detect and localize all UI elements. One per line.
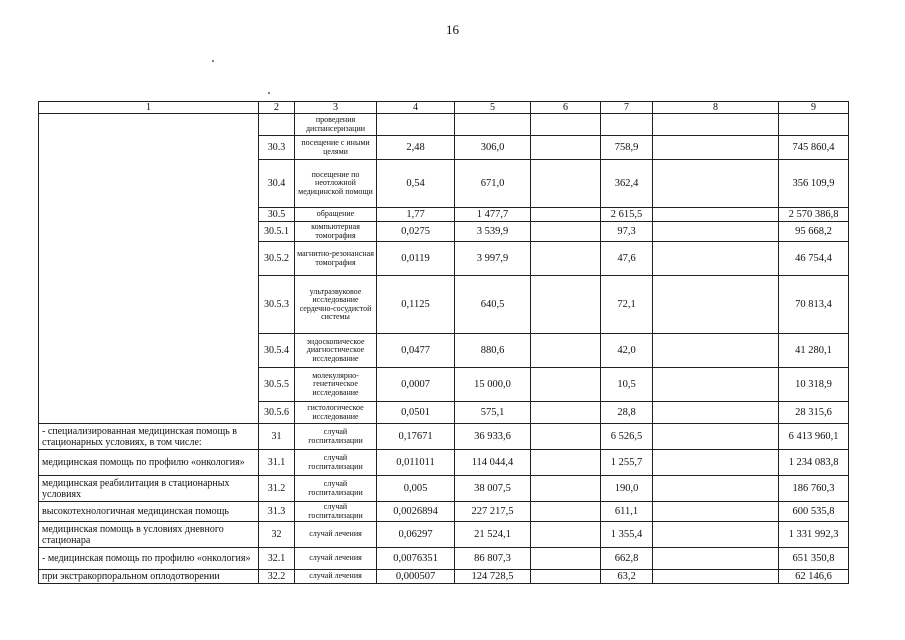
- value-cell: 0,000507: [377, 570, 455, 584]
- value-cell: 6 526,5: [601, 424, 653, 450]
- value-cell: [653, 208, 779, 222]
- unit-cell: обращение: [295, 208, 377, 222]
- row-description-cell: медицинская помощь по профилю «онкология»: [39, 450, 259, 476]
- code-cell: 30.5.1: [259, 222, 295, 242]
- value-cell: 28 315,6: [779, 402, 849, 424]
- value-cell: [531, 368, 601, 402]
- table-row: [39, 450, 849, 476]
- unit-cell: случай лечения: [295, 570, 377, 584]
- value-cell: [531, 222, 601, 242]
- value-cell: 28,8: [601, 402, 653, 424]
- unit-cell: проведения диспансеризации: [295, 114, 377, 136]
- code-cell: 30.5.5: [259, 368, 295, 402]
- value-cell: [531, 502, 601, 522]
- code-cell: 32: [259, 522, 295, 548]
- value-cell: 0,0501: [377, 402, 455, 424]
- code-cell: 32.1: [259, 548, 295, 570]
- value-cell: [531, 160, 601, 208]
- value-cell: 1 255,7: [601, 450, 653, 476]
- value-cell: [653, 502, 779, 522]
- header-cell: 7: [601, 102, 653, 114]
- value-cell: 62 146,6: [779, 570, 849, 584]
- value-cell: [531, 424, 601, 450]
- code-cell: 32.2: [259, 570, 295, 584]
- page-number: 16: [446, 22, 459, 37]
- value-cell: [531, 276, 601, 334]
- code-cell: 31: [259, 424, 295, 450]
- value-cell: 0,0477: [377, 334, 455, 368]
- unit-cell: магнитно-резонансная томография: [295, 242, 377, 276]
- value-cell: [531, 136, 601, 160]
- header-cell: 5: [455, 102, 531, 114]
- value-cell: 745 860,4: [779, 136, 849, 160]
- unit-cell: случай лечения: [295, 522, 377, 548]
- value-cell: 190,0: [601, 476, 653, 502]
- unit-cell: посещение по неотложной медицинской помощи: [295, 160, 377, 208]
- value-cell: 1 331 992,3: [779, 522, 849, 548]
- value-cell: 362,4: [601, 160, 653, 208]
- code-cell: 30.5.3: [259, 276, 295, 334]
- code-cell: 31.1: [259, 450, 295, 476]
- value-cell: 70 813,4: [779, 276, 849, 334]
- code-cell: 30.3: [259, 136, 295, 160]
- table-row: [39, 114, 849, 136]
- value-cell: 72,1: [601, 276, 653, 334]
- unit-cell: случай лечения: [295, 548, 377, 570]
- code-cell: 30.5: [259, 208, 295, 222]
- value-cell: [531, 570, 601, 584]
- value-cell: 575,1: [455, 402, 531, 424]
- unit-cell: молекулярно-генетическое исследование: [295, 368, 377, 402]
- value-cell: [531, 114, 601, 136]
- value-cell: 640,5: [455, 276, 531, 334]
- group-description-cell: [39, 114, 259, 424]
- scan-speck: [212, 60, 214, 62]
- value-cell: 0,0026894: [377, 502, 455, 522]
- unit-cell: эндоскопическое диагностическое исследование: [295, 334, 377, 368]
- row-description-cell: медицинская помощь в условиях дневного стационара: [39, 522, 259, 548]
- value-cell: 671,0: [455, 160, 531, 208]
- value-cell: 41 280,1: [779, 334, 849, 368]
- table-row: [39, 570, 849, 584]
- value-cell: 0,0119: [377, 242, 455, 276]
- table-row: [39, 476, 849, 502]
- value-cell: 36 933,6: [455, 424, 531, 450]
- value-cell: 1,77: [377, 208, 455, 222]
- value-cell: [653, 276, 779, 334]
- value-cell: 42,0: [601, 334, 653, 368]
- code-cell: 30.5.6: [259, 402, 295, 424]
- unit-cell: компьютерная томография: [295, 222, 377, 242]
- value-cell: [455, 114, 531, 136]
- value-cell: [653, 424, 779, 450]
- code-cell: 31.2: [259, 476, 295, 502]
- value-cell: 0,17671: [377, 424, 455, 450]
- value-cell: [653, 450, 779, 476]
- value-cell: 97,3: [601, 222, 653, 242]
- value-cell: 3 539,9: [455, 222, 531, 242]
- value-cell: 10,5: [601, 368, 653, 402]
- header-cell: 2: [259, 102, 295, 114]
- value-cell: 227 217,5: [455, 502, 531, 522]
- row-description-cell: при экстракорпоральном оплодотворении: [39, 570, 259, 584]
- code-cell: 30.4: [259, 160, 295, 208]
- value-cell: 15 000,0: [455, 368, 531, 402]
- value-cell: [601, 114, 653, 136]
- value-cell: 600 535,8: [779, 502, 849, 522]
- value-cell: [653, 570, 779, 584]
- value-cell: 306,0: [455, 136, 531, 160]
- value-cell: [653, 522, 779, 548]
- value-cell: 21 524,1: [455, 522, 531, 548]
- value-cell: 186 760,3: [779, 476, 849, 502]
- value-cell: [653, 242, 779, 276]
- code-cell: 31.3: [259, 502, 295, 522]
- value-cell: 2,48: [377, 136, 455, 160]
- value-cell: 0,011011: [377, 450, 455, 476]
- value-cell: 0,06297: [377, 522, 455, 548]
- value-cell: 2 570 386,8: [779, 208, 849, 222]
- value-cell: 0,54: [377, 160, 455, 208]
- unit-cell: случай госпитализации: [295, 502, 377, 522]
- value-cell: [377, 114, 455, 136]
- scan-speck: [268, 92, 270, 94]
- table-row: [39, 502, 849, 522]
- code-cell: 30.5.4: [259, 334, 295, 368]
- value-cell: [653, 114, 779, 136]
- row-description-cell: - специализированная медицинская помощь в стационарных условиях, в том числе:: [39, 424, 259, 450]
- unit-cell: посещение с иными целями: [295, 136, 377, 160]
- value-cell: 758,9: [601, 136, 653, 160]
- value-cell: 880,6: [455, 334, 531, 368]
- value-cell: [531, 208, 601, 222]
- value-cell: 2 615,5: [601, 208, 653, 222]
- unit-cell: случай госпитализации: [295, 476, 377, 502]
- value-cell: [531, 334, 601, 368]
- value-cell: [779, 114, 849, 136]
- header-cell: 4: [377, 102, 455, 114]
- unit-cell: ультразвуковое исследование сердечно-сосудистой системы: [295, 276, 377, 334]
- value-cell: [653, 136, 779, 160]
- value-cell: 0,0275: [377, 222, 455, 242]
- value-cell: 0,1125: [377, 276, 455, 334]
- value-cell: 1 477,7: [455, 208, 531, 222]
- value-cell: [531, 476, 601, 502]
- value-cell: 3 997,9: [455, 242, 531, 276]
- value-cell: 651 350,8: [779, 548, 849, 570]
- value-cell: [531, 522, 601, 548]
- value-cell: 95 668,2: [779, 222, 849, 242]
- data-table: [38, 101, 849, 584]
- value-cell: 0,005: [377, 476, 455, 502]
- value-cell: [531, 548, 601, 570]
- unit-cell: гистологическое исследование: [295, 402, 377, 424]
- value-cell: 611,1: [601, 502, 653, 522]
- value-cell: 1 355,4: [601, 522, 653, 548]
- value-cell: [531, 450, 601, 476]
- value-cell: [653, 222, 779, 242]
- value-cell: [653, 160, 779, 208]
- unit-cell: случай госпитализации: [295, 424, 377, 450]
- header-cell: 1: [39, 102, 259, 114]
- value-cell: 63,2: [601, 570, 653, 584]
- code-cell: [259, 114, 295, 136]
- table-row: [39, 522, 849, 548]
- code-cell: 30.5.2: [259, 242, 295, 276]
- row-description-cell: высокотехнологичная медицинская помощь: [39, 502, 259, 522]
- row-description-cell: - медицинская помощь по профилю «онкология»: [39, 548, 259, 570]
- value-cell: 1 234 083,8: [779, 450, 849, 476]
- value-cell: [653, 402, 779, 424]
- value-cell: [653, 368, 779, 402]
- row-description-cell: медицинская реабилитация в стационарных условиях: [39, 476, 259, 502]
- header-row: [39, 102, 849, 114]
- value-cell: [653, 334, 779, 368]
- value-cell: 6 413 960,1: [779, 424, 849, 450]
- value-cell: [531, 242, 601, 276]
- value-cell: [531, 402, 601, 424]
- value-cell: 662,8: [601, 548, 653, 570]
- value-cell: 0,0007: [377, 368, 455, 402]
- value-cell: 10 318,9: [779, 368, 849, 402]
- value-cell: 46 754,4: [779, 242, 849, 276]
- header-cell: 9: [779, 102, 849, 114]
- value-cell: [653, 548, 779, 570]
- value-cell: 0,0076351: [377, 548, 455, 570]
- header-cell: 3: [295, 102, 377, 114]
- value-cell: [653, 476, 779, 502]
- value-cell: 356 109,9: [779, 160, 849, 208]
- header-cell: 8: [653, 102, 779, 114]
- value-cell: 47,6: [601, 242, 653, 276]
- table-row: [39, 424, 849, 450]
- value-cell: 38 007,5: [455, 476, 531, 502]
- table-row: [39, 548, 849, 570]
- unit-cell: случай госпитализации: [295, 450, 377, 476]
- value-cell: 86 807,3: [455, 548, 531, 570]
- value-cell: 124 728,5: [455, 570, 531, 584]
- value-cell: 114 044,4: [455, 450, 531, 476]
- header-cell: 6: [531, 102, 601, 114]
